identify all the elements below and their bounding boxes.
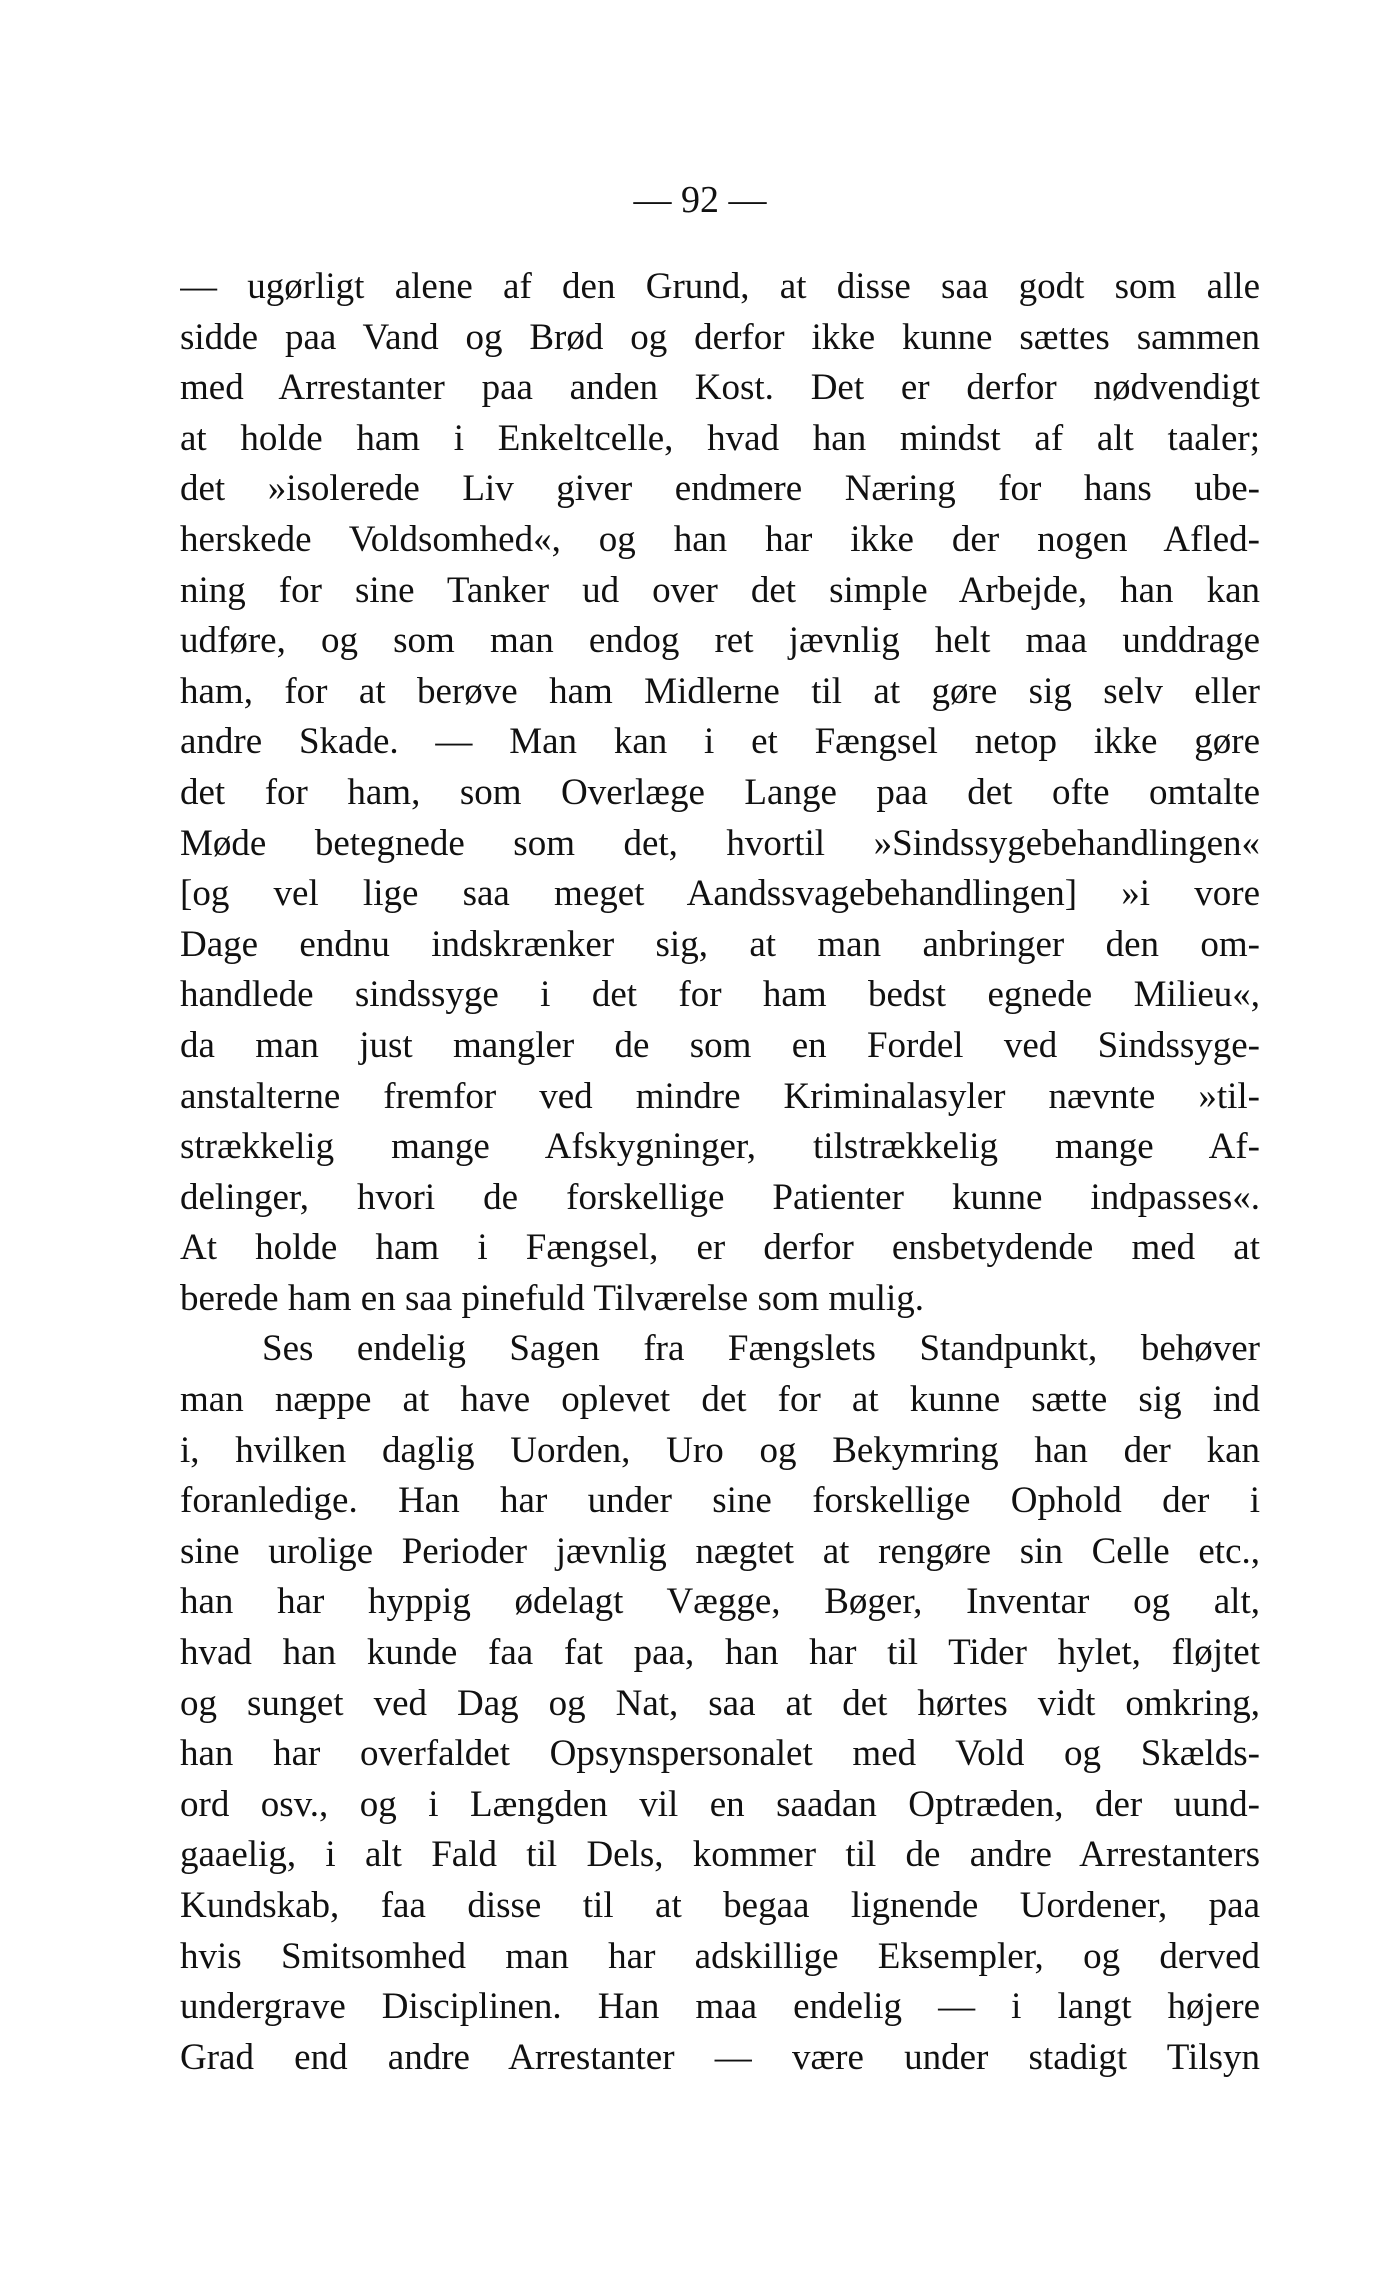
text-line: handlede sindssyge i det for ham bedst egnede Milieu«, [180, 974, 1260, 1016]
text-line: da man just mangler de som en Fordel ved Sindssyge- [180, 1024, 1260, 1066]
text-line: det »isolerede Liv giver endmere Næring for hans ube- [180, 468, 1260, 510]
text-line: udføre, og som man endog ret jævnlig helt maa unddrage [180, 620, 1260, 662]
page-number: — 92 — [633, 179, 767, 221]
body-text [180, 262, 1260, 2083]
text-line: ning for sine Tanker ud over det simple Arbejde, han kan [180, 569, 1260, 611]
text-line: at holde ham i Enkeltcelle, hvad han mindst af alt taaler; [180, 417, 1260, 459]
text-line: Møde betegnede som det, hvortil »Sindssygebehandlingen« [180, 822, 1260, 864]
text-line: han har overfaldet Opsynspersonalet med Vold og Skælds- [180, 1733, 1260, 1775]
text-line: Kundskab, faa disse til at begaa lignende Uordener, paa [180, 1885, 1260, 1926]
text-line: anstalterne fremfor ved mindre Kriminalasyler nævnte »til- [180, 1075, 1260, 1117]
text-line: delinger, hvori de forskellige Patienter kunne indpasses«. [180, 1176, 1260, 1218]
text-line: herskede Voldsomhed«, og han har ikke der nogen Afled- [180, 518, 1260, 560]
text-line: Ses endelig Sagen fra Fængslets Standpunkt, behøver [262, 1328, 1260, 1370]
text-line: hvad han kunde faa fat paa, han har til Tider hylet, fløjtet [180, 1632, 1260, 1674]
text-line: sidde paa Vand og Brød og derfor ikke kunne sættes sammen [180, 316, 1260, 358]
text-line: det for ham, som Overlæge Lange paa det ofte omtalte [180, 771, 1260, 813]
text-line: man næppe at have oplevet det for at kunne sætte sig ind [180, 1379, 1260, 1421]
text-line: ham, for at berøve ham Midlerne til at gøre sig selv eller [180, 670, 1260, 712]
text-line: Grad end andre Arrestanter — være under stadigt Tilsyn [180, 2036, 1260, 2078]
text-line: sine urolige Perioder jævnlig nægtet at rengøre sin Celle etc., [180, 1530, 1260, 1572]
text-line: og sunget ved Dag og Nat, saa at det hørtes vidt omkring, [180, 1682, 1260, 1724]
text-line: ord osv., og i Længden vil en saadan Optræden, der uund- [180, 1783, 1260, 1825]
text-line: andre Skade. — Man kan i et Fængsel netop ikke gøre [180, 721, 1260, 763]
text-line: Dage endnu indskrænker sig, at man anbringer den om- [180, 923, 1260, 965]
text-line: — ugørligt alene af den Grund, at disse saa godt som alle [180, 266, 1260, 307]
text-line: med Arrestanter paa anden Kost. Det er derfor nødvendigt [180, 367, 1260, 409]
text-line: At holde ham i Fængsel, er derfor ensbetydende med at [180, 1227, 1260, 1269]
text-line: hvis Smitsomhed man har adskillige Eksempler, og derved [180, 1935, 1260, 1977]
text-line: berede ham en saa pinefuld Tilværelse som mulig. [180, 1277, 924, 1319]
text-line: i, hvilken daglig Uorden, Uro og Bekymring han der kan [180, 1429, 1260, 1471]
text-line: strækkelig mange Afskygninger, tilstrækkelig mange Af- [180, 1126, 1260, 1168]
text-line: [og vel lige saa meget Aandssvagebehandlingen] »i vore [180, 873, 1260, 915]
text-line: foranledige. Han har under sine forskellige Ophold der i [180, 1480, 1260, 1522]
text-line: gaaelig, i alt Fald til Dels, kommer til de andre Arrestanters [180, 1834, 1260, 1876]
text-line: han har hyppig ødelagt Vægge, Bøger, Inventar og alt, [180, 1581, 1260, 1623]
text-line: undergrave Disciplinen. Han maa endelig — i langt højere [180, 1986, 1260, 2028]
